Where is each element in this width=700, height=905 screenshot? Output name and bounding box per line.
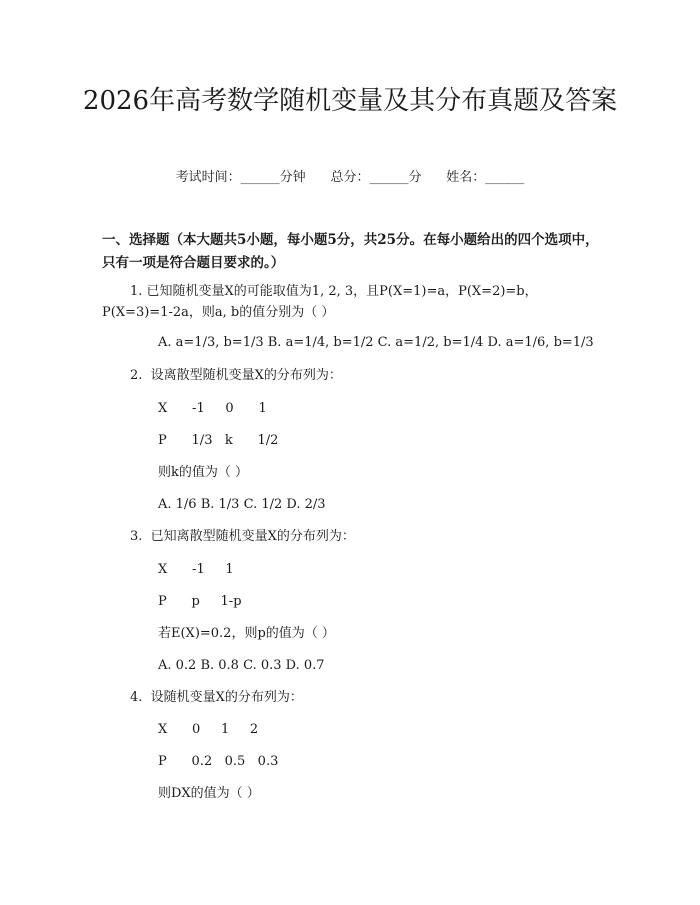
- exam-time-label: 考试时间：______分钟: [175, 170, 306, 185]
- question-options: A. 1/6 B. 1/3 C. 1/2 D. 2/3: [158, 497, 326, 512]
- question-stem: 设离散型随机变量X的分布列为：: [150, 368, 342, 383]
- question-prompt: 若E(X)=0.2，则p的值为（ ）: [158, 626, 335, 641]
- question-prompt: 则DX的值为（ ）: [158, 786, 260, 801]
- question-number: 4.: [130, 690, 143, 705]
- distribution-row-x: X 0 1 2: [158, 722, 259, 737]
- question-number: 1.: [130, 284, 143, 299]
- question-stem: 已知随机变量X的可能取值为1, 2, 3，且P(X=1)=a，P(X=2)=b，P(X=3)=1-2a，则a, b的值分别为（ ）: [102, 284, 538, 320]
- question-4: [130, 688, 303, 708]
- question-number: 3.: [130, 529, 143, 544]
- distribution-row-x: X -1 0 1: [158, 401, 267, 416]
- page-title: 2026年高考数学随机变量及其分布真题及答案: [82, 86, 618, 116]
- section-heading: 一、选择题（本大题共5小题，每小题5分，共25分。在每小题给出的四个选项中，只有一项是符合题目要求的。）: [102, 232, 599, 271]
- question-stem: 已知离散型随机变量X的分布列为：: [150, 529, 355, 544]
- distribution-row-x: X -1 1: [158, 562, 234, 577]
- question-1: [102, 281, 602, 323]
- question-stem: 设随机变量X的分布列为：: [150, 690, 303, 705]
- distribution-row-p: P 0.2 0.5 0.3: [158, 754, 279, 769]
- question-2: [130, 366, 342, 386]
- question-options: A. 0.2 B. 0.8 C. 0.3 D. 0.7: [158, 658, 325, 673]
- distribution-row-p: P 1/3 k 1/2: [158, 433, 279, 448]
- total-score-label: 总分：______分: [330, 170, 422, 185]
- question-3: [130, 527, 355, 547]
- question-options: A. a=1/3, b=1/3 B. a=1/4, b=1/2 C. a=1/2, b=1/4 D. a=1/6, b=1/3: [158, 335, 594, 350]
- name-label: 姓名：______: [446, 170, 525, 185]
- question-prompt: 则k的值为（ ）: [158, 465, 249, 480]
- exam-meta: [0, 168, 700, 188]
- distribution-row-p: P p 1-p: [158, 594, 242, 609]
- question-number: 2.: [130, 368, 143, 383]
